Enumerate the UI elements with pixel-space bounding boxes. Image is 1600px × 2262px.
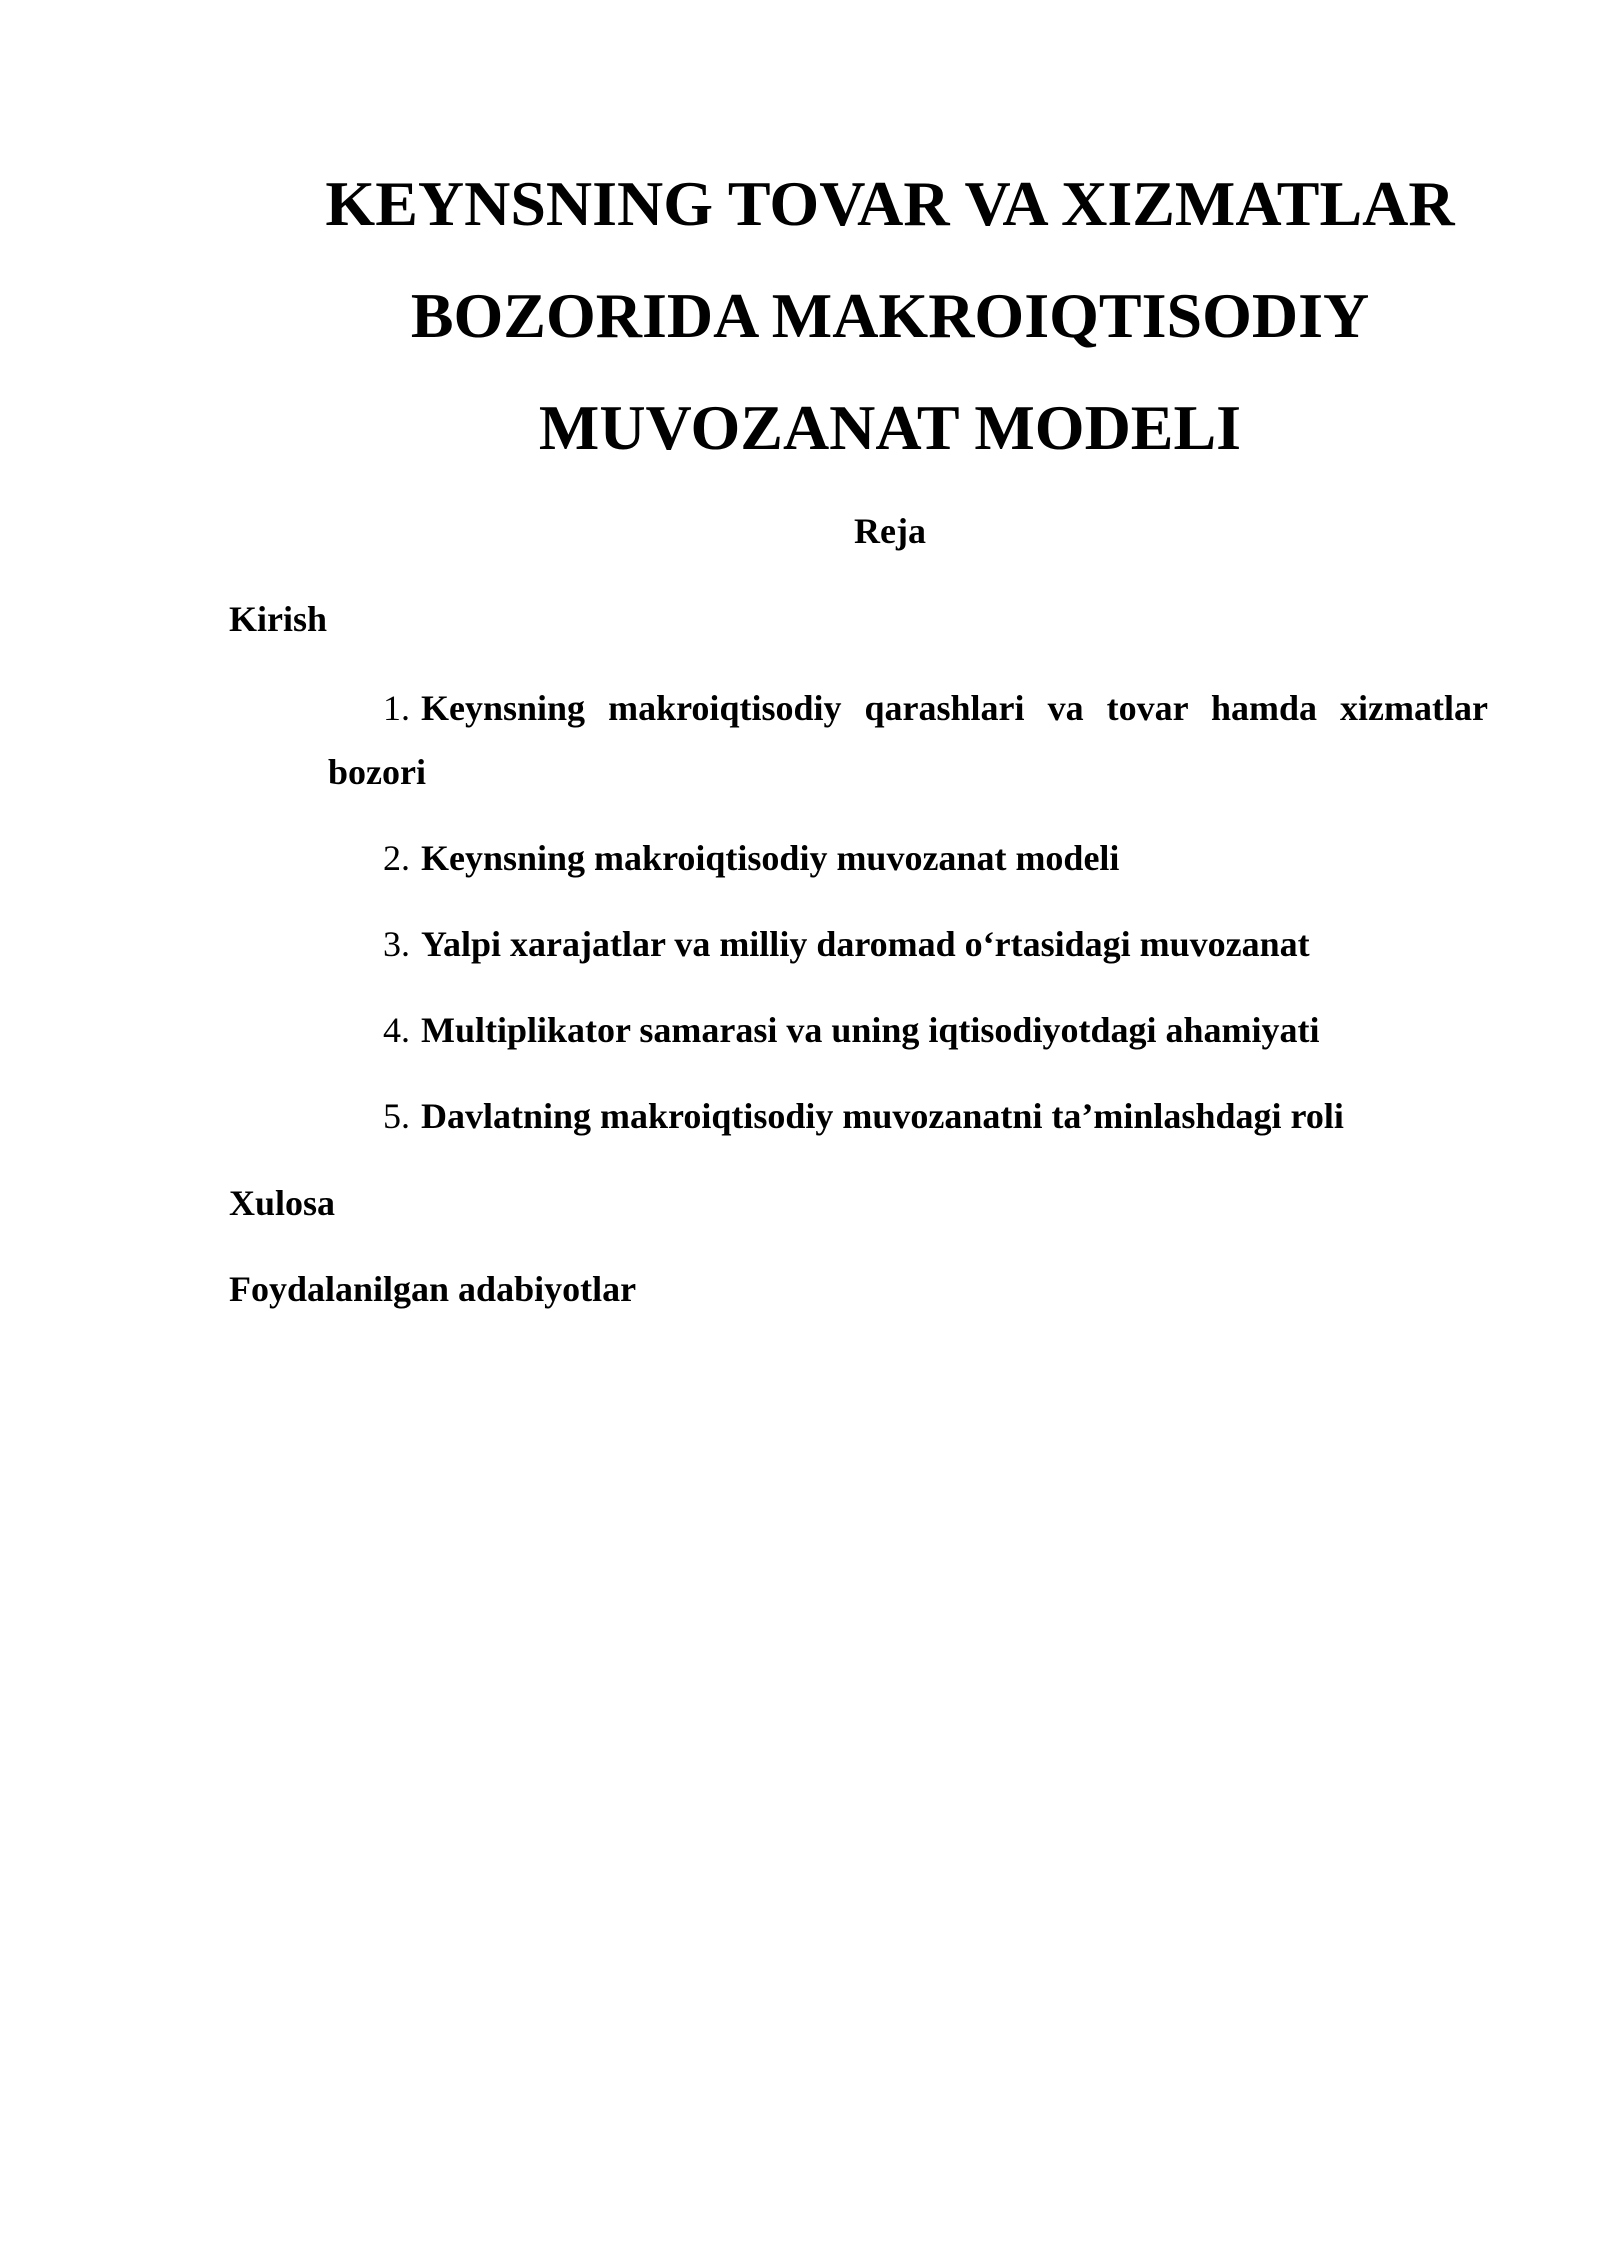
plan-item-text: Keynsning makroiqtisodiy qarashlari va tovar hamda xizmatlar bozori: [328, 688, 1488, 792]
plan-heading: Reja: [854, 511, 926, 551]
plan-item: [328, 912, 1488, 976]
plan-item-number: 3.: [383, 924, 410, 964]
plan-item-text: Yalpi xarajatlar va milliy daromad o‘rtasidagi muvozanat: [421, 924, 1310, 964]
plan-item-number: 4.: [383, 1010, 410, 1050]
plan-item-text: Davlatning makroiqtisodiy muvozanatni ta’minlashdagi roli: [421, 1096, 1344, 1136]
plan-item: [328, 676, 1488, 804]
plan-item-number: 1.: [383, 688, 410, 728]
plan-item-text: Keynsning makroiqtisodiy muvozanat modeli: [421, 838, 1120, 878]
section-intro: Kirish: [229, 599, 328, 639]
plan-item: [328, 1084, 1488, 1148]
plan-item-number: 2.: [383, 838, 410, 878]
plan-item: [328, 998, 1488, 1062]
plan-item-text: Multiplikator samarasi va uning iqtisodiyotdagi ahamiyati: [421, 1010, 1320, 1050]
plan-item-number: 5.: [383, 1096, 410, 1136]
document-title: KEYNSNING TOVAR VA XIZMATLAR BOZORIDA MAKROIQTISODIY MUVOZANAT MODELI: [325, 168, 1455, 463]
section-conclusion: Xulosa: [229, 1183, 336, 1223]
plan-item: [328, 826, 1488, 890]
section-references: Foydalanilgan adabiyotlar: [229, 1269, 637, 1309]
